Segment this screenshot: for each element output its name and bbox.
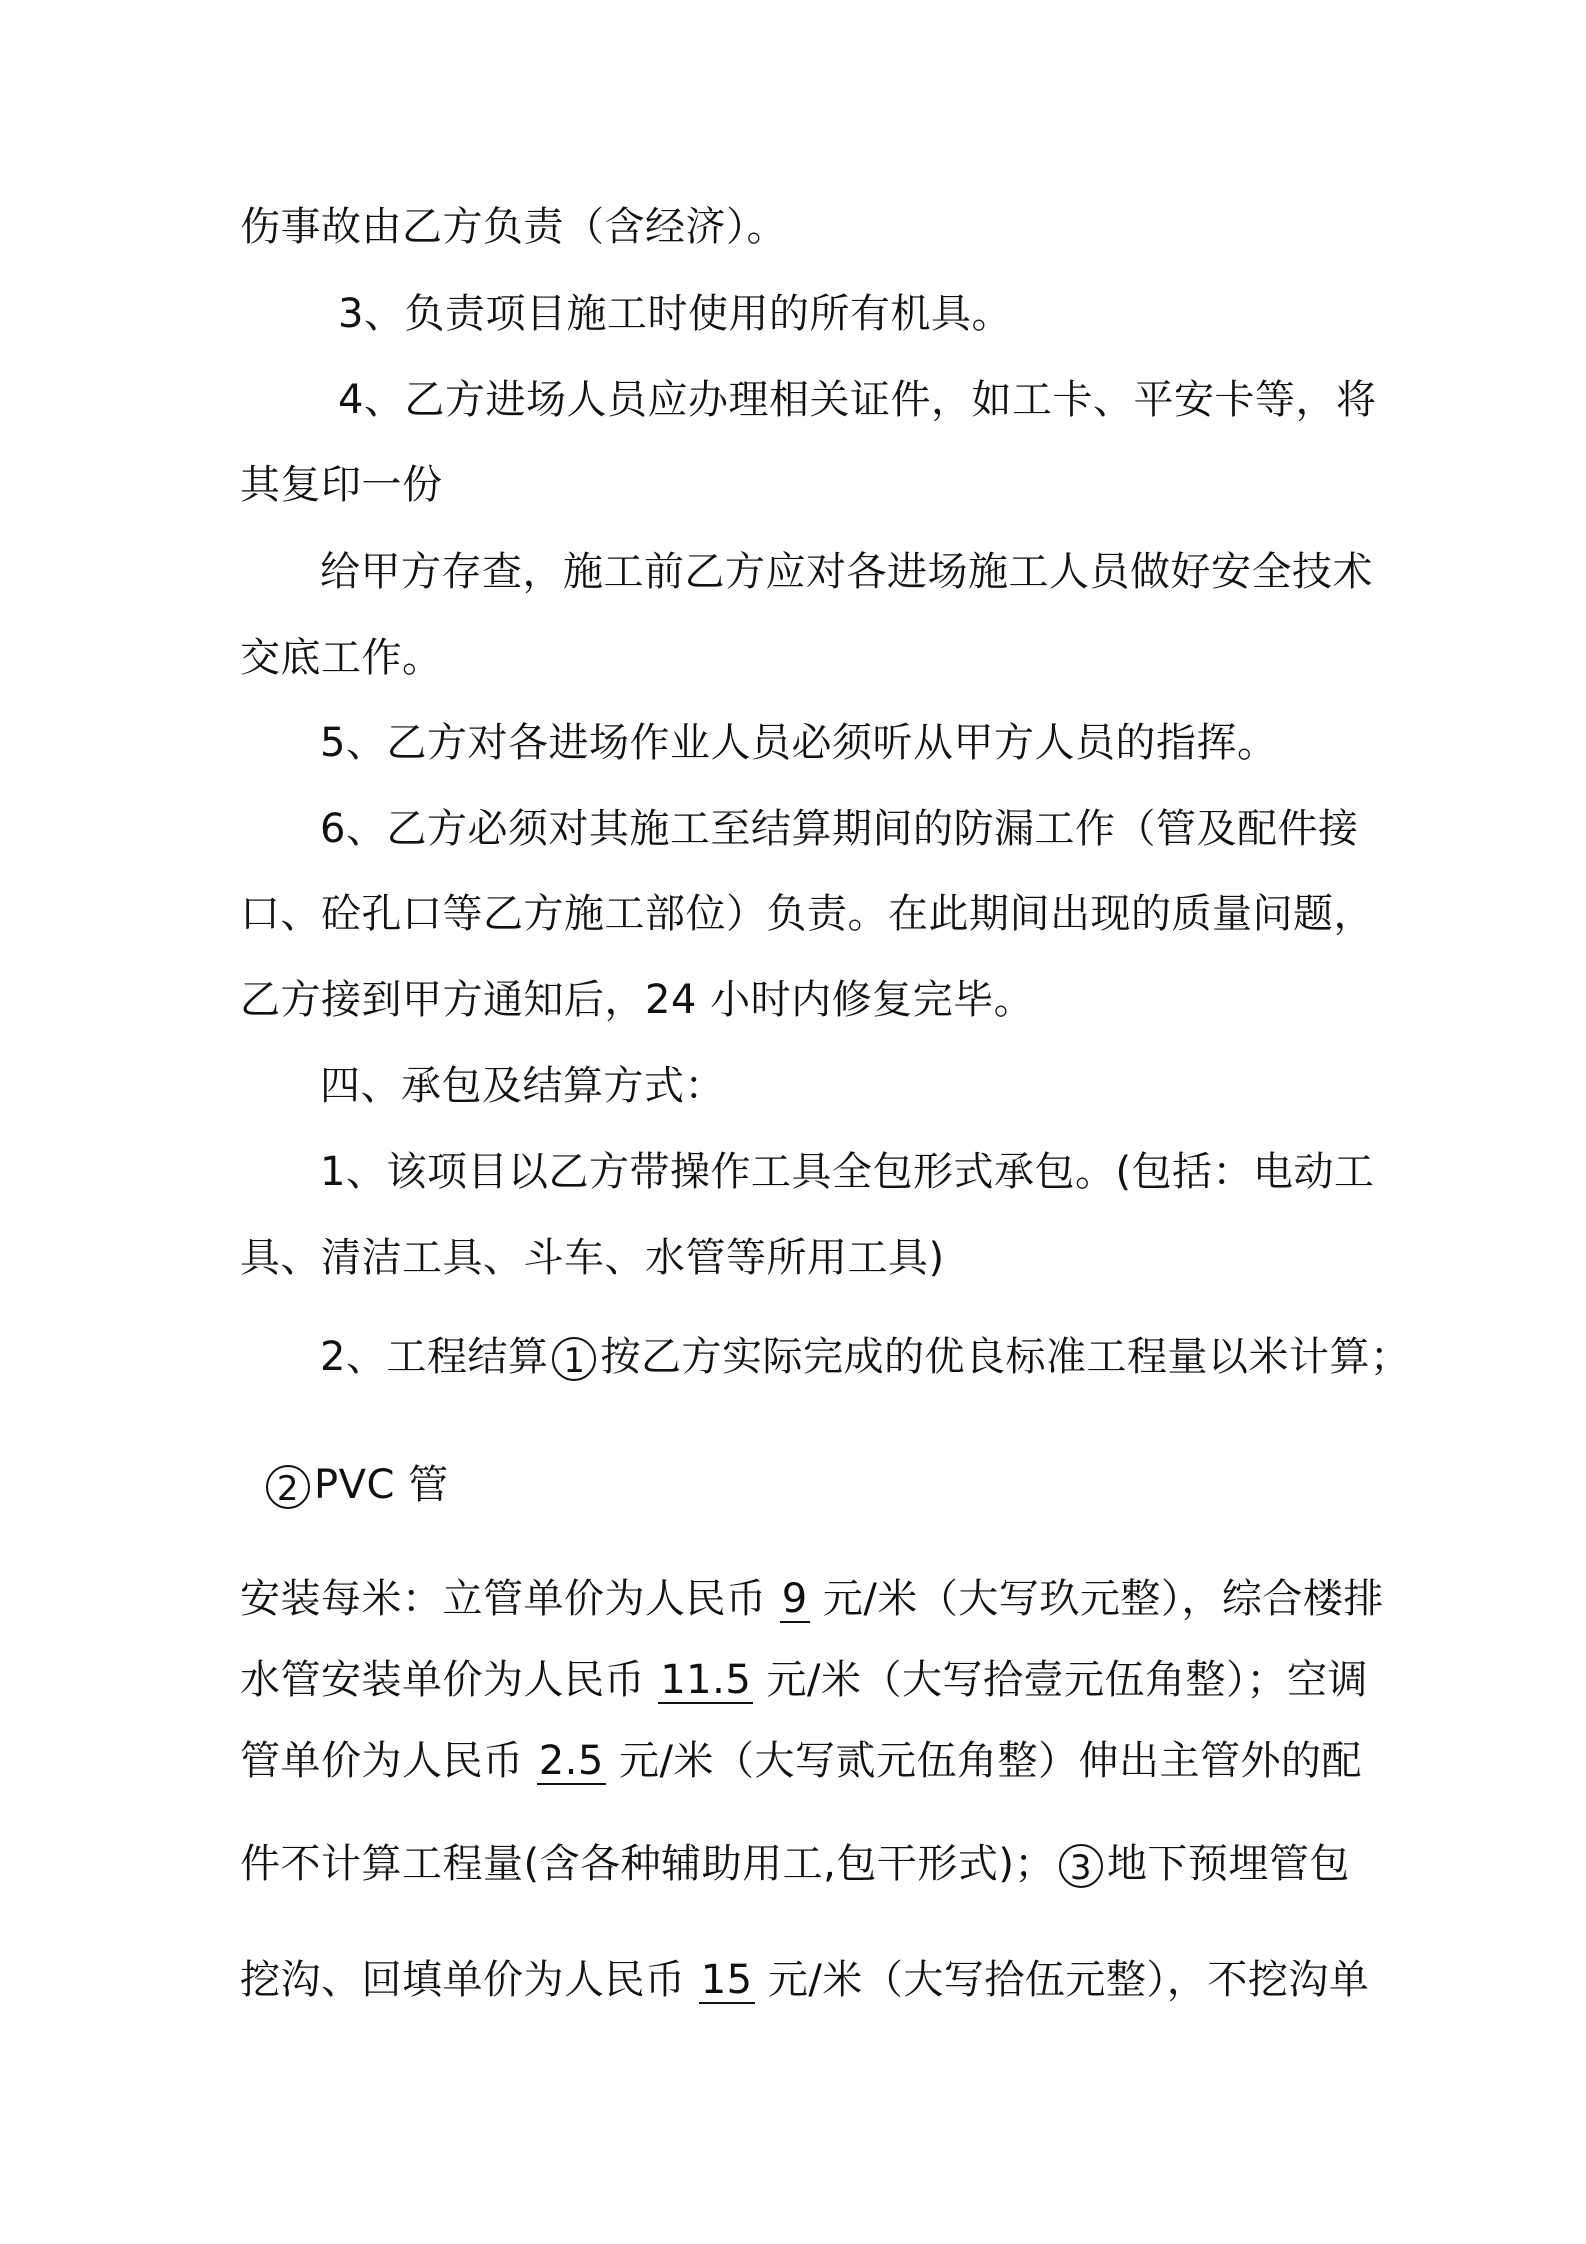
pricing-text: 件不计算工程量(含各种辅助用工,包干形式)； [240, 1841, 1055, 1887]
pricing-text: 元/米（大写贰元伍角整）伸出主管外的配 [605, 1738, 1363, 1784]
price-embedded-pipe: 15 [700, 1957, 753, 2003]
pricing-text: 元/米（大写拾壹元伍角整）；空调 [753, 1657, 1368, 1703]
text-line-6: 交底工作。 [240, 635, 443, 681]
settlement-text: 按乙方实际完成的优良标准工程量以米计算； [600, 1334, 1411, 1380]
text-line-5: 给甲方存查，施工前乙方应对各进场施工人员做好安全技术 [320, 549, 1373, 595]
pricing-text: 管单价为人民币 [240, 1738, 537, 1784]
pricing-text: 元/米（大写玖元整），综合楼排 [809, 1576, 1384, 1622]
text-line-8: 6、乙方必须对其施工至结算期间的防漏工作（管及配件接 [320, 806, 1359, 852]
pricing-line-1 [240, 1571, 1384, 1627]
circled-number-2: 2 [266, 1465, 310, 1509]
text-line-2: 3、负责项目施工时使用的所有机具。 [338, 291, 1012, 337]
text-line-12: 1、该项目以乙方带操作工具全包形式承包。(包括：电动工 [320, 1149, 1375, 1195]
price-ac-pipe: 2.5 [538, 1738, 604, 1784]
circled-number-3: 3 [1059, 1844, 1103, 1888]
text-line-3: 4、乙方进场人员应办理相关证件，如工卡、平安卡等，将 [338, 377, 1377, 423]
pricing-line-2 [240, 1652, 1368, 1708]
text-line-4: 其复印一份 [240, 462, 443, 508]
pricing-line-3 [240, 1733, 1362, 1789]
pricing-line-5 [240, 1952, 1369, 2008]
pricing-text: 水管安装单价为人民币 [240, 1657, 659, 1703]
pricing-line-4 [240, 1836, 1350, 1892]
pricing-text: 元/米（大写拾伍元整），不挖沟单 [754, 1957, 1370, 2003]
text-line-1: 伤事故由乙方负责（含经济）。 [240, 204, 787, 250]
text-line-13: 具、清洁工具、斗车、水管等所用工具) [240, 1235, 945, 1281]
pvc-line [262, 1457, 449, 1513]
settlement-prefix: 2、工程结算 [320, 1334, 549, 1380]
settlement-line [320, 1329, 1410, 1385]
circled-number-1: 1 [552, 1337, 596, 1381]
pvc-label: PVC 管 [314, 1462, 449, 1508]
pricing-text: 挖沟、回填单价为人民币 [240, 1957, 699, 2003]
pricing-text: 安装每米：立管单价为人民币 [240, 1576, 780, 1622]
text-line-7: 5、乙方对各进场作业人员必须听从甲方人员的指挥。 [320, 720, 1278, 766]
text-line-9: 口、砼孔口等乙方施工部位）负责。在此期间出现的质量问题， [240, 891, 1374, 937]
price-drainage: 11.5 [660, 1657, 752, 1703]
section-heading: 四、承包及结算方式： [320, 1063, 725, 1109]
price-standpipe: 9 [781, 1576, 808, 1622]
pricing-text: 地下预埋管包 [1106, 1841, 1350, 1887]
text-line-10: 乙方接到甲方通知后，24 小时内修复完毕。 [240, 977, 1035, 1023]
